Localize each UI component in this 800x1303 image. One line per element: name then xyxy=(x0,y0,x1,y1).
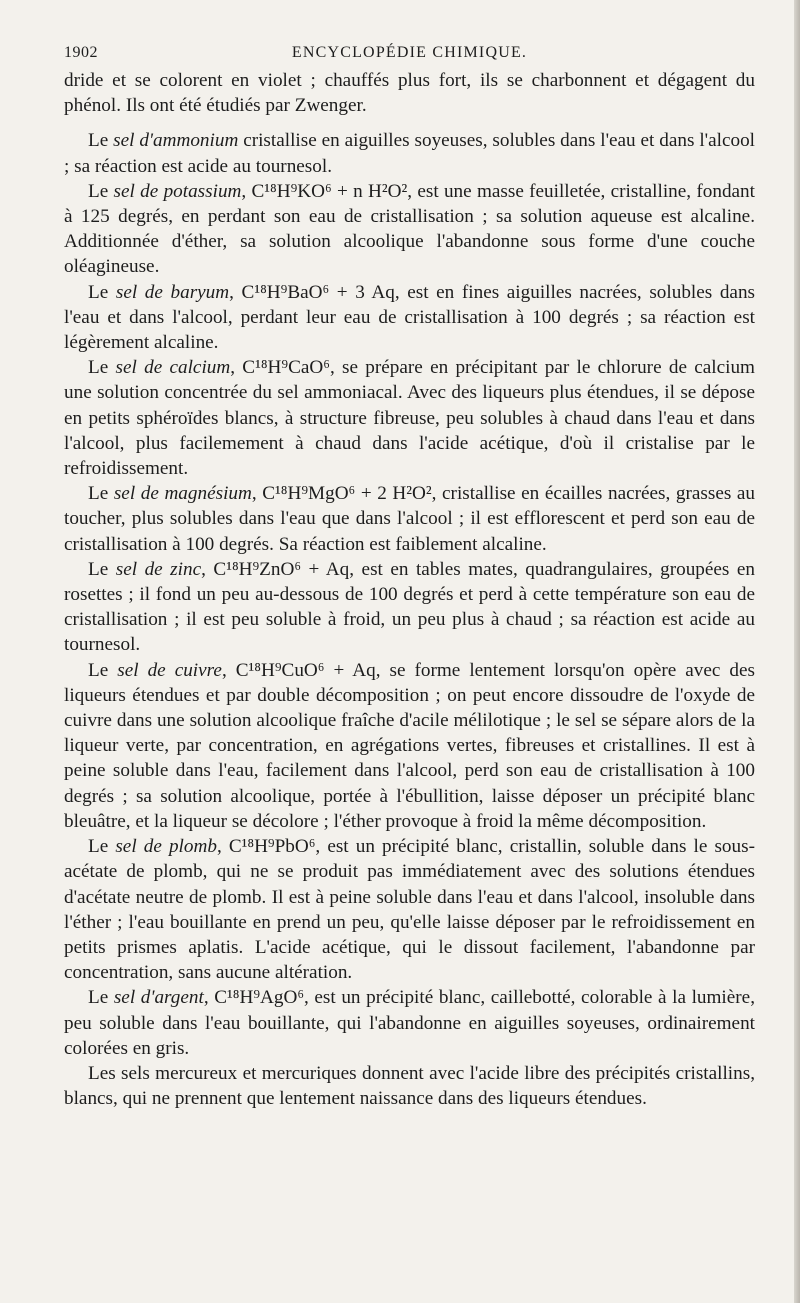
page-number: 1902 xyxy=(64,44,98,61)
paragraph: Le sel de plomb, C¹⁸H⁹PbO⁶, est un précipité blanc, cristallin, soluble dans le sous-acétate de plomb, qui ne se produit pas immédiatement avec des solutions étendues d'acétate neutre de plomb. Il est à peine soluble dans l'eau et dans l'alcool, insoluble dans l'éther ; l'eau bouillante en prend un peu, qu'elle laisse déposer par le refroidissement en petits prismes aplatis. L'acide acétique, qui le dissout facilement, l'abandonne par concentration, sans aucune altération. xyxy=(64,836,755,984)
salt-name: sel d'argent xyxy=(113,987,204,1009)
salt-name: sel d'ammonium xyxy=(113,130,239,152)
page-edge-shadow xyxy=(794,0,800,1303)
salt-name: sel de baryum xyxy=(115,281,230,303)
paragraph: Le sel de potassium, C¹⁸H⁹KO⁶ + n H²O², est une masse feuilletée, cristalline, fondant à 125 degrés, en perdant son eau de cristallisation ; sa solution aqueuse est alcaline. Additionnée d'éther, sa solution alcoolique l'abandonne sous forme d'une couche oléagineuse. xyxy=(64,180,755,278)
salt-name: sel de cuivre xyxy=(117,659,222,681)
salt-name: sel de plomb xyxy=(115,836,217,858)
paragraph: Le sel de calcium, C¹⁸H⁹CaO⁶, se prépare en précipitant par le chlorure de calcium une solution concentrée du sel ammoniacal. Avec des liqueurs plus étendues, il se dépose en petits sphéroïdes blancs, à structure fibreuse, peu solubles à chaud dans l'eau et dans l'alcool, plus facilemement à chaud dans l'acide acétique, d'où il cristalise par le refroidissement. xyxy=(64,357,755,480)
paragraph xyxy=(64,1061,755,1111)
paragraph: Le sel d'argent, C¹⁸H⁹AgO⁶, est un précipité blanc, caillebotté, colorable à la lumière, peu soluble dans l'eau bouillante, qui l'abandonne en aiguilles soyeuses, ordinairement colorées en gris. xyxy=(64,987,755,1059)
paragraph: Le sel de zinc, C¹⁸H⁹ZnO⁶ + Aq, est en tables mates, quadrangulaires, groupées en rosettes ; il fond un peu au-dessous de 100 degrés et perd à cette température son eau de cristallisation ; il est peu soluble à froid, un peu plus à chaud ; sa réaction est acide au tournesol. xyxy=(64,558,755,656)
paragraph: Le sel de magnésium, C¹⁸H⁹MgO⁶ + 2 H²O², cristallise en écailles nacrées, grasses au toucher, plus solubles dans l'eau que dans l'alcool ; il est efflorescent et perd son eau de cristallisation à 100 degrés. Sa réaction est faiblement alcaline. xyxy=(64,483,755,555)
paragraph-text: Les sels mercureux et mercuriques donnent avec l'acide libre des précipités cristallins, blancs, qui ne prennent que lentement naissance dans des liqueurs étendues. xyxy=(64,1062,755,1110)
salt-name: sel de calcium xyxy=(115,357,231,379)
page-header xyxy=(64,44,755,68)
salt-name: sel de magnésium xyxy=(113,483,252,505)
salt-name: sel de zinc xyxy=(115,558,202,580)
paragraph: Le sel de baryum, C¹⁸H⁹BaO⁶ + 3 Aq, est en fines aiguilles nacrées, solubles dans l'eau et dans l'alcool, perdant leur eau de cristallisation à 100 degrés ; sa réaction est légèrement alcaline. xyxy=(64,281,756,354)
running-title: ENCYCLOPÉDIE CHIMIQUE. xyxy=(291,44,528,61)
paragraph: Le sel d'ammonium cristallise en aiguilles soyeuses, solubles dans l'eau et dans l'alcool ; sa réaction est acide au tournesol. xyxy=(64,130,755,177)
paragraph xyxy=(64,68,755,118)
body-text xyxy=(64,68,755,1111)
paragraph: Le sel de cuivre, C¹⁸H⁹CuO⁶ + Aq, se forme lentement lorsqu'on opère avec des liqueurs étendues et par double décomposition ; on peut encore dissoudre de l'oxyde de cuivre dans une solution alcoolique fraîche d'acile mélilotique ; le sel se sépare alors de la liqueur verte, par concentration, en agrégations vertes, fibreuses et cristallines. Il est à peine soluble dans l'eau, facilement dans l'alcool, perd son eau de cristallisation à 100 degrés ; sa solution alcoolique, portée à l'ébullition, laisse déposer un précipité blanc bleuâtre, et la liqueur se décolore ; l'éther provoque à froid la même décomposition. xyxy=(64,659,755,832)
paragraph-text: dride et se colorent en violet ; chauffés plus fort, ils se charbonnent et dégagent du phénol. Ils ont été étudiés par Zwenger. xyxy=(64,70,755,117)
salt-name: sel de potassium xyxy=(113,180,242,202)
